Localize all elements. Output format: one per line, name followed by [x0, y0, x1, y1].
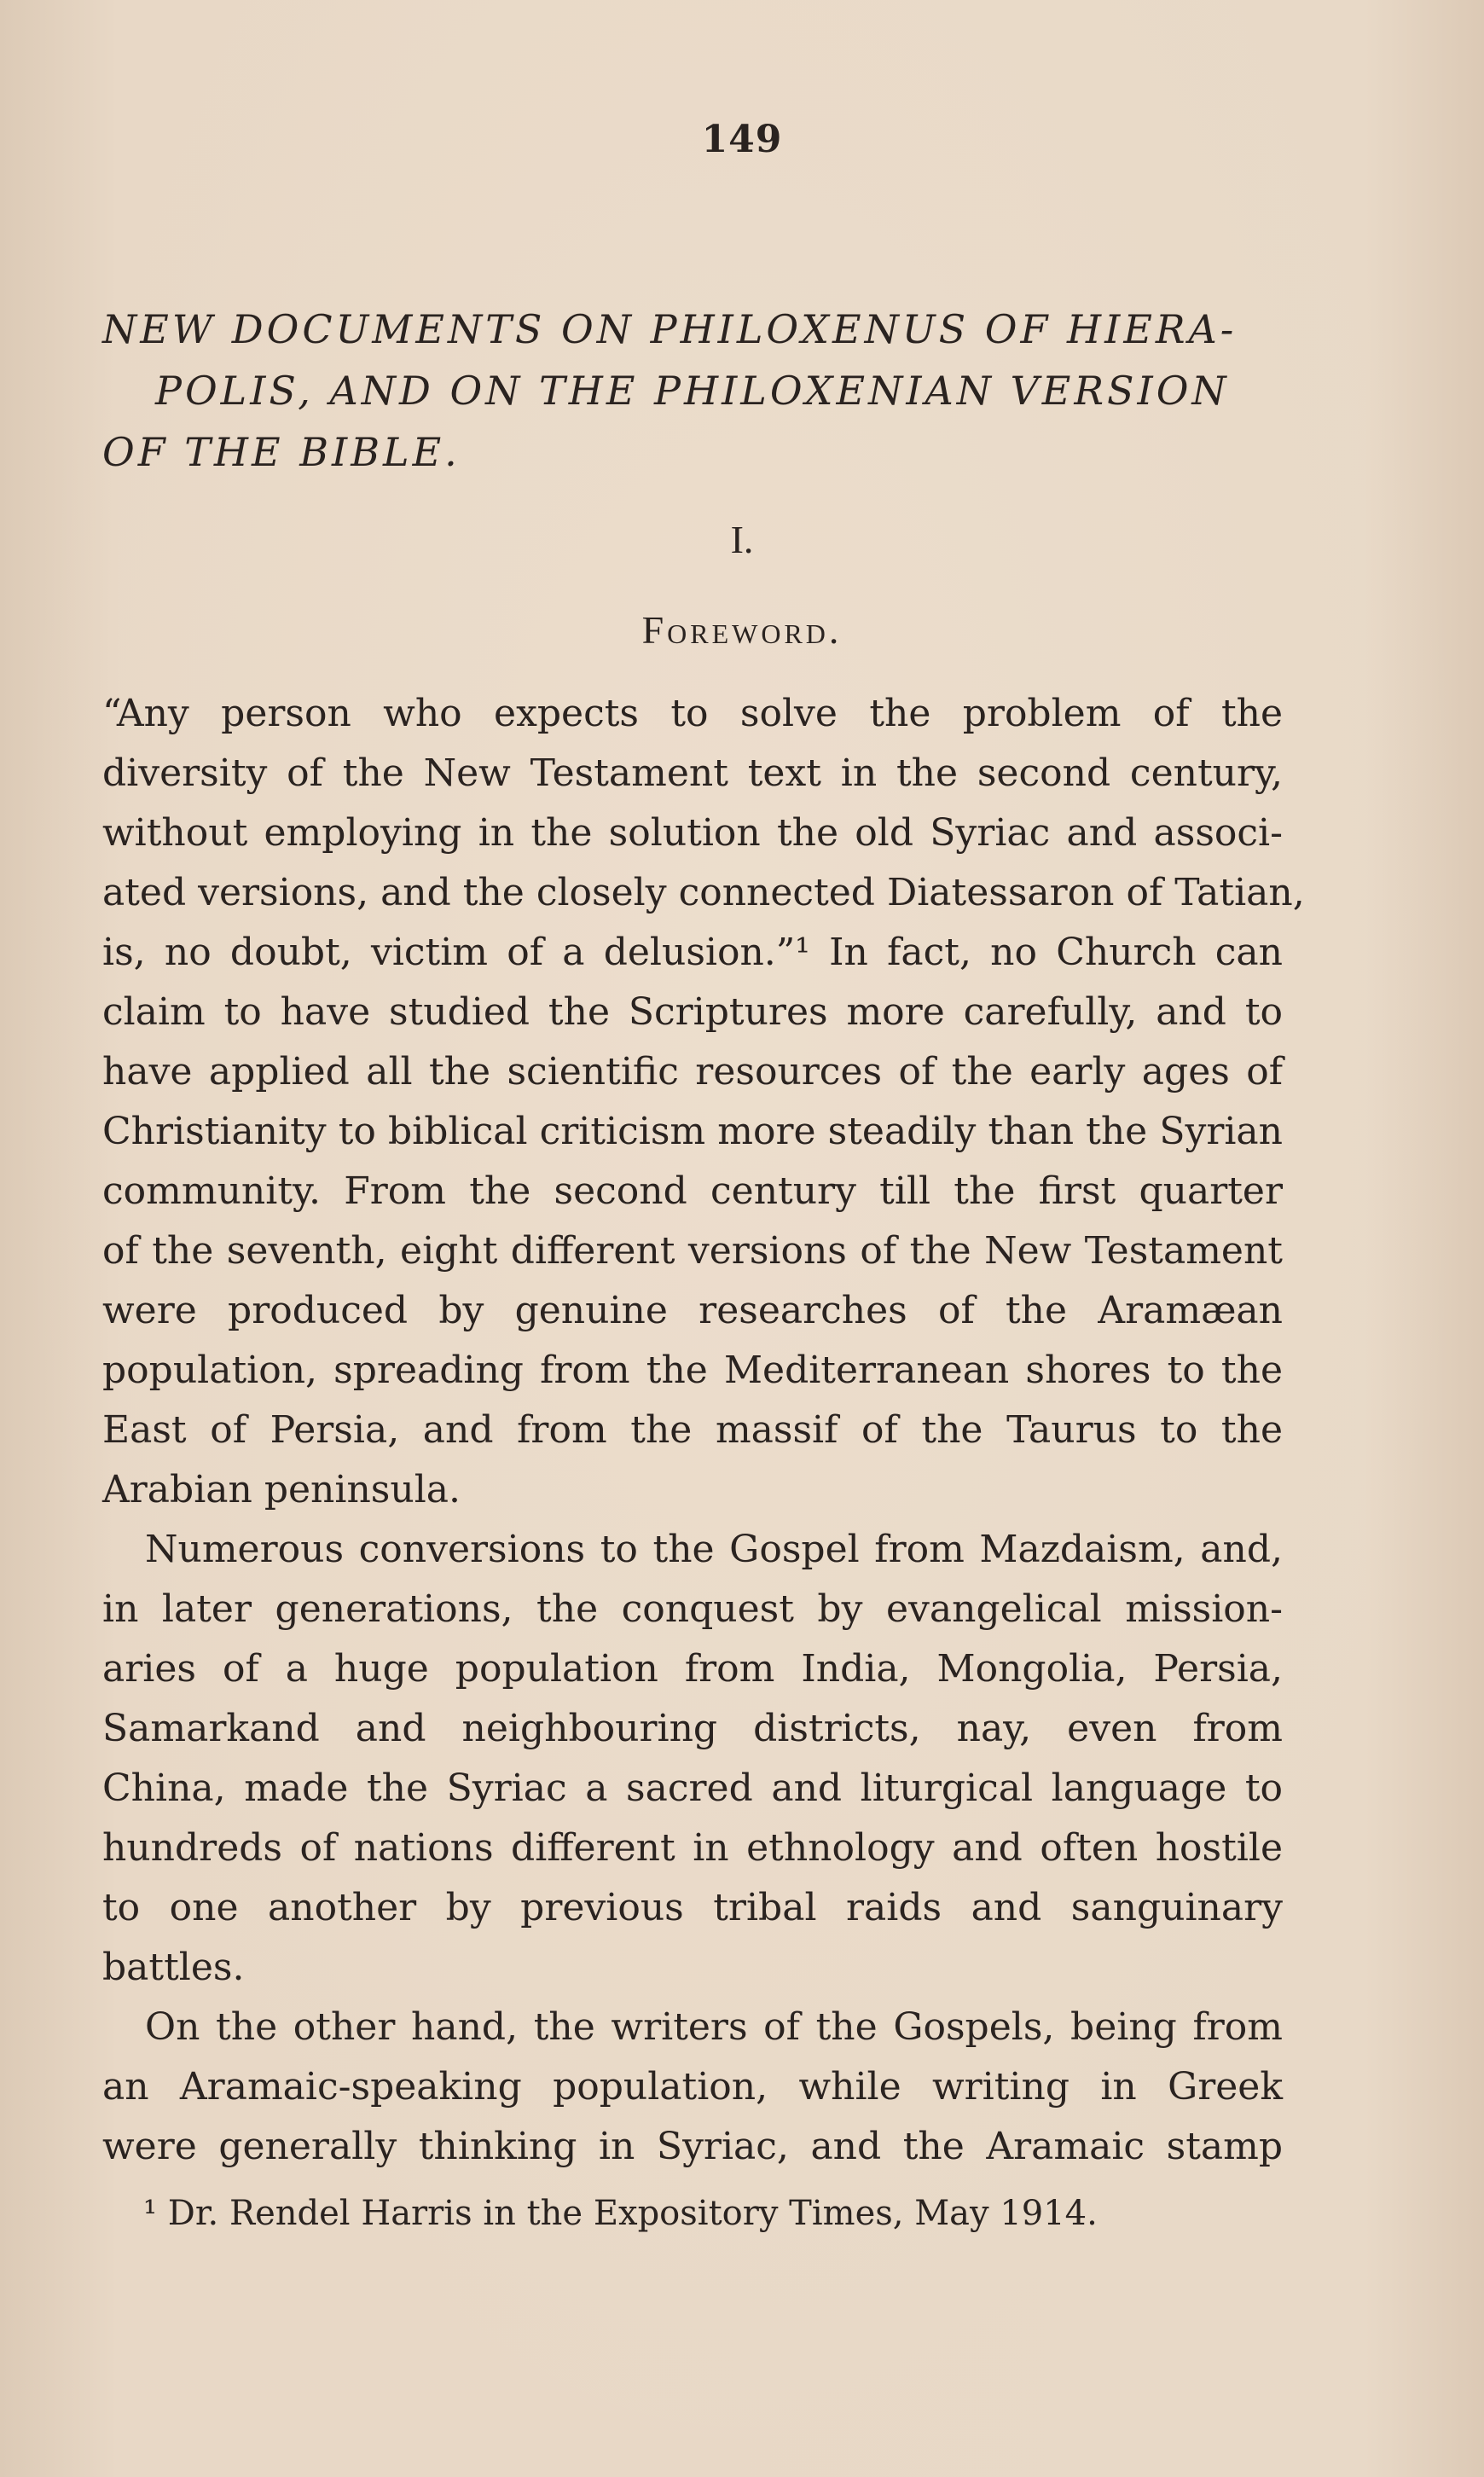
- footnote: ¹ Dr. Rendel Harris in the Expository Times, May 1914.: [143, 2194, 1098, 2233]
- body-line: of the seventh, eight different versions of the New Testament: [102, 1229, 1283, 1273]
- body-line: East of Persia, and from the massif of the Taurus to the: [102, 1408, 1283, 1452]
- body-line: an Aramaic-speaking population, while writing in Greek: [102, 2065, 1283, 2109]
- section-number: I.: [730, 518, 754, 561]
- body-line: China, made the Syriac a sacred and liturgical language to: [102, 1766, 1283, 1810]
- body-line: Arabian peninsula.: [102, 1468, 461, 1511]
- body-line: diversity of the New Testament text in the second century,: [102, 751, 1283, 795]
- body-line: Christianity to biblical criticism more steadily than the Syrian: [102, 1110, 1283, 1153]
- body-line: hundreds of nations different in ethnology and often hostile: [102, 1826, 1283, 1870]
- article-title-line-1: NEW DOCUMENTS ON PHILOXENUS OF HIERA-: [102, 306, 1238, 352]
- article-title-line-2: POLIS, AND ON THE PHILOXENIAN VERSION: [155, 368, 1230, 414]
- body-line: were generally thinking in Syriac, and the Aramaic stamp: [102, 2125, 1283, 2168]
- body-line: population, spreading from the Mediterranean shores to the: [102, 1349, 1283, 1392]
- body-line: without employing in the solution the old Syriac and associ-: [102, 811, 1283, 855]
- body-line: aries of a huge population from India, Mongolia, Persia,: [102, 1647, 1283, 1691]
- article-title-line-3: OF THE BIBLE.: [102, 429, 461, 475]
- body-line: On the other hand, the writers of the Gospels, being from: [145, 2005, 1283, 2049]
- section-heading: Foreword.: [641, 608, 843, 652]
- body-line: Numerous conversions to the Gospel from Mazdaism, and,: [145, 1528, 1283, 1571]
- body-line: community. From the second century till the first quarter: [102, 1169, 1283, 1213]
- body-line: Samarkand and neighbouring districts, nay, even from: [102, 1707, 1283, 1750]
- body-line: “Any person who expects to solve the problem of the: [102, 692, 1283, 735]
- body-line: in later generations, the conquest by evangelical mission-: [102, 1587, 1283, 1631]
- body-line: were produced by genuine researches of the Aramæan: [102, 1289, 1283, 1332]
- body-line: to one another by previous tribal raids and sanguinary: [102, 1886, 1283, 1929]
- body-line: claim to have studied the Scriptures more carefully, and to: [102, 990, 1283, 1034]
- page-number: 149: [701, 118, 783, 161]
- body-line: is, no doubt, victim of a delusion.”¹ In fact, no Church can: [102, 931, 1283, 974]
- body-line: have applied all the scientific resources of the early ages of: [102, 1050, 1283, 1093]
- body-line: battles.: [102, 1946, 245, 1989]
- body-line: ated versions, and the closely connected Diatessaron of Tatian,: [102, 871, 1305, 914]
